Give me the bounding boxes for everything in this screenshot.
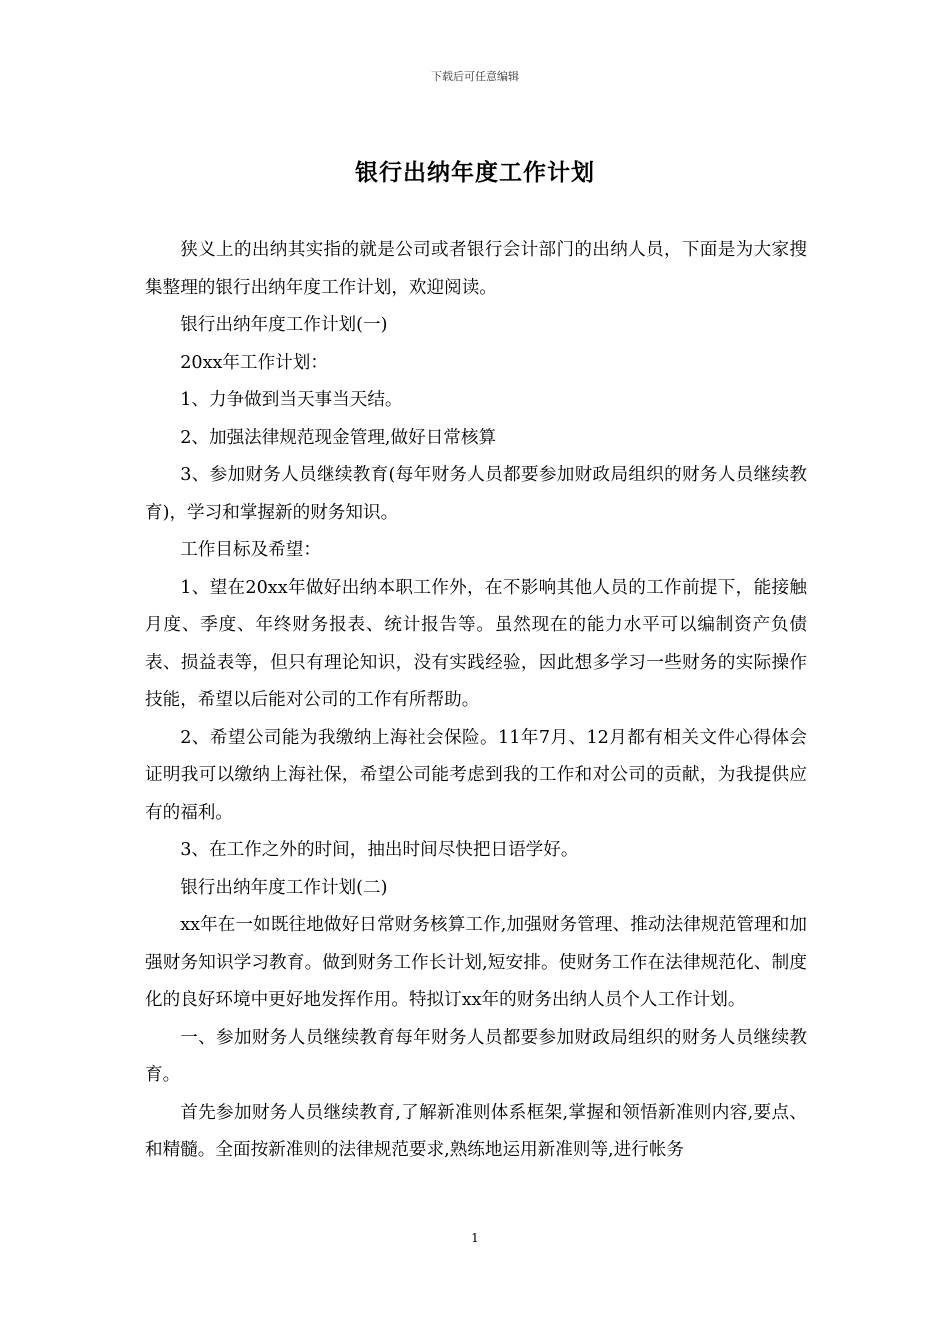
paragraph-plan-item-2: 2、加强法律规范现金管理,做好日常核算 [180, 427, 497, 448]
paragraph-goal-2: 2、希望公司能为我缴纳上海社会保险。11年7月、12月都有相关文件心得体会证明我可以缴纳上海社保，希望公司能考虑到我的工作和对公司的贡献，为我提供应有的福利。 [145, 727, 807, 823]
paragraph-intro: 狭义上的出纳其实指的就是公司或者银行会计部门的出纳人员，下面是为大家搜集整理的银行出纳年度工作计划，欢迎阅读。 [145, 240, 807, 298]
paragraph-section-heading-2: 银行出纳年度工作计划(二) [180, 877, 388, 898]
paragraph-section-2-intro: xx年在一如既往地做好日常财务核算工作,加强财务管理、推动法律规范管理和加强财务知识学习教育。做到财务工作长计划,短安排。使财务工作在法律规范化、制度化的良好环境中更好地发挥作用。特拟订xx年的财务出纳人员个人工作计划。 [145, 915, 807, 1010]
paragraph-plan-heading: 20xx年工作计划： [180, 352, 328, 373]
paragraph-goal-1: 1、望在20xx年做好出纳本职工作外，在不影响其他人员的工作前提下，能接触月度、季度、年终财务报表、统计报告等。虽然现在的能力水平可以编制资产负债表、损益表等，但只有理论知识，没有实践经验，因此想多学习一些财务的实际操作技能，希望以后能对公司的工作有所帮助。 [145, 577, 807, 710]
document-body [145, 232, 807, 1170]
paragraph-goal-3: 3、在工作之外的时间，抽出时间尽快把日语学好。 [180, 840, 579, 860]
page-header: 下载后可任意编辑 [431, 70, 519, 83]
paragraph-plan-item-1: 1、力争做到当天事当天结。 [180, 390, 403, 410]
paragraph-goals-heading: 工作目标及希望： [180, 540, 321, 560]
paragraph-plan-item-3: 3、参加财务人员继续教育(每年财务人员都要参加财政局组织的财务人员继续教育)，学习和掌握新的财务知识。 [145, 465, 807, 523]
document-title: 银行出纳年度工作计划 [355, 159, 595, 186]
page-number: 1 [471, 1231, 479, 1245]
paragraph-section-2-detail: 首先参加财务人员继续教育,了解新准则体系框架,掌握和领悟新准则内容,要点、和精髓。全面按新准则的法律规范要求,熟练地运用新准则等,进行帐务 [145, 1102, 807, 1160]
paragraph-section-heading-1: 银行出纳年度工作计划(一) [180, 315, 388, 335]
paragraph-section-2-point-1: 一、参加财务人员继续教育每年财务人员都要参加财政局组织的财务人员继续教育。 [145, 1027, 807, 1085]
